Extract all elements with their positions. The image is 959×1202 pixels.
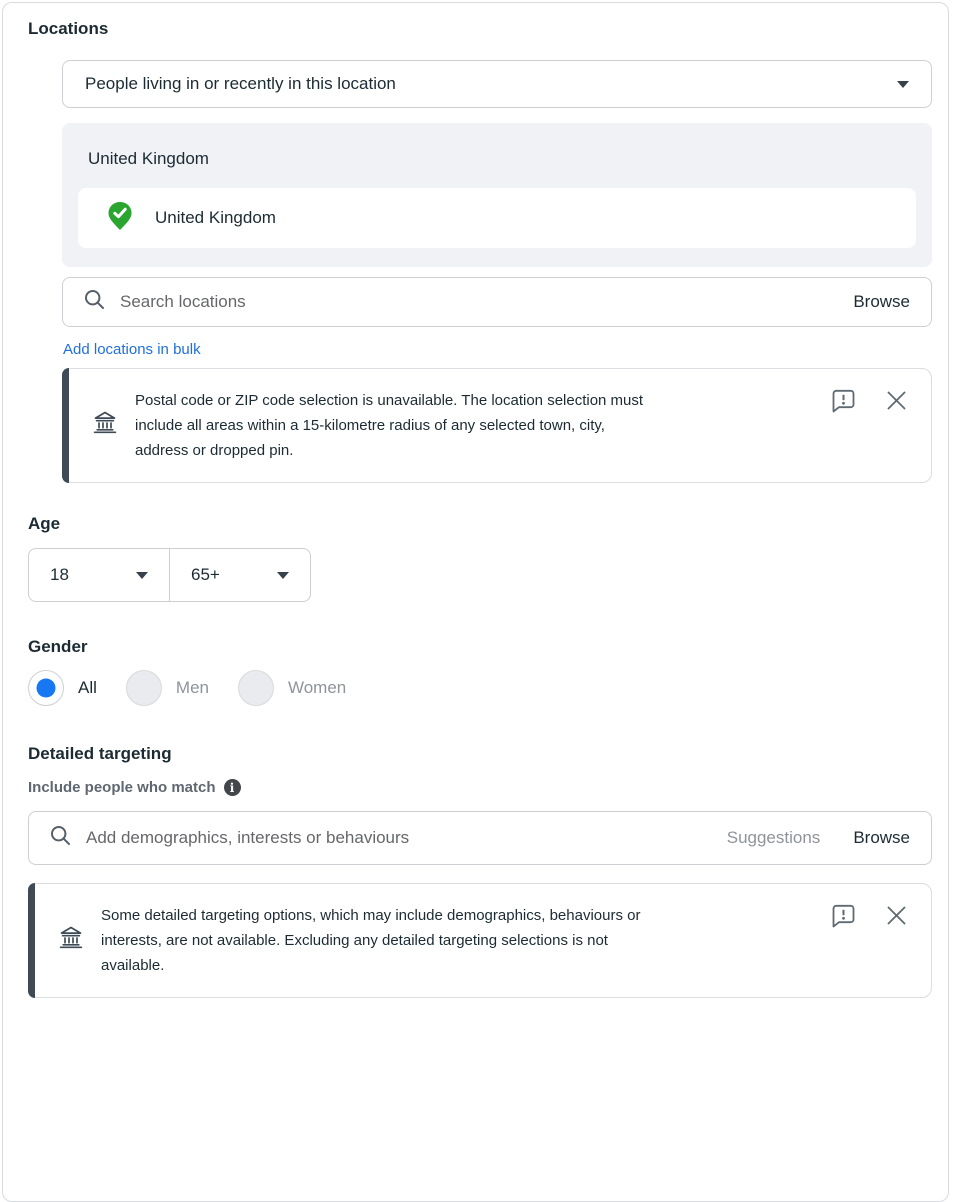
notice-line: available. xyxy=(101,957,165,974)
search-icon xyxy=(50,825,71,851)
targeting-panel xyxy=(2,2,949,1202)
selected-locations-panel xyxy=(62,123,932,267)
notice-line: include all areas within a 15-kilometre radius of any selected town, city, xyxy=(135,417,605,434)
gender-option-label: Women xyxy=(287,678,347,697)
notice-line: Postal code or ZIP code selection is unavailable. The location selection must xyxy=(135,392,644,409)
gender-option-women[interactable] xyxy=(238,670,346,706)
gender-option-label: All xyxy=(78,678,97,697)
detailed-targeting-notice xyxy=(28,883,932,998)
notice-line: interests, are not available. Excluding any detailed targeting selections is not xyxy=(101,932,608,949)
chevron-down-icon xyxy=(136,572,148,579)
add-locations-bulk-link[interactable]: Add locations in bulk xyxy=(63,341,201,358)
gender-option-all[interactable] xyxy=(28,670,97,706)
detailed-targeting-search-input[interactable]: Add demographics, interests or behaviours xyxy=(86,828,410,847)
include-people-label: Include people who match xyxy=(28,779,216,796)
selected-location-name: United Kingdom xyxy=(155,208,276,227)
gender-title: Gender xyxy=(28,637,88,656)
age-min-select[interactable] xyxy=(29,549,170,601)
detailed-browse-button[interactable]: Browse xyxy=(853,828,910,847)
selected-group-label: United Kingdom xyxy=(88,149,209,168)
gender-option-label: Men xyxy=(175,678,209,697)
search-icon xyxy=(84,289,105,315)
age-title: Age xyxy=(28,514,61,533)
locations-title: Locations xyxy=(28,19,109,38)
gender-radio-group xyxy=(28,670,932,706)
gender-option-men[interactable] xyxy=(126,670,209,706)
close-icon[interactable] xyxy=(884,388,909,413)
detailed-targeting-title: Detailed targeting xyxy=(28,744,172,763)
selected-location-card[interactable] xyxy=(78,188,916,248)
notice-line: Some detailed targeting options, which may include demographics, behaviours or xyxy=(101,907,641,924)
radio-unselected-icon[interactable] xyxy=(126,670,162,706)
close-icon[interactable] xyxy=(884,903,909,928)
government-building-icon xyxy=(58,924,84,957)
age-max-select[interactable] xyxy=(170,549,310,601)
radio-selected-icon[interactable] xyxy=(28,670,64,706)
location-browse-button[interactable]: Browse xyxy=(853,292,910,311)
age-max-value: 65+ xyxy=(191,565,220,584)
notice-line: address or dropped pin. xyxy=(135,442,294,459)
info-icon[interactable]: i xyxy=(224,779,241,796)
location-pin-icon xyxy=(107,201,133,236)
radio-unselected-icon[interactable] xyxy=(238,670,274,706)
government-building-icon xyxy=(92,409,118,442)
feedback-icon[interactable] xyxy=(829,902,857,929)
location-search-row xyxy=(62,277,932,327)
feedback-icon[interactable] xyxy=(829,387,857,414)
location-restriction-notice xyxy=(62,368,932,483)
age-range-control xyxy=(28,548,311,602)
location-type-select[interactable] xyxy=(62,60,932,108)
detailed-targeting-search-row xyxy=(28,811,932,865)
chevron-down-icon xyxy=(277,572,289,579)
chevron-down-icon xyxy=(897,81,909,88)
suggestions-button[interactable]: Suggestions xyxy=(726,828,821,847)
location-search-input[interactable]: Search locations xyxy=(120,292,246,311)
location-type-value: People living in or recently in this location xyxy=(85,74,396,93)
age-min-value: 18 xyxy=(50,565,69,584)
